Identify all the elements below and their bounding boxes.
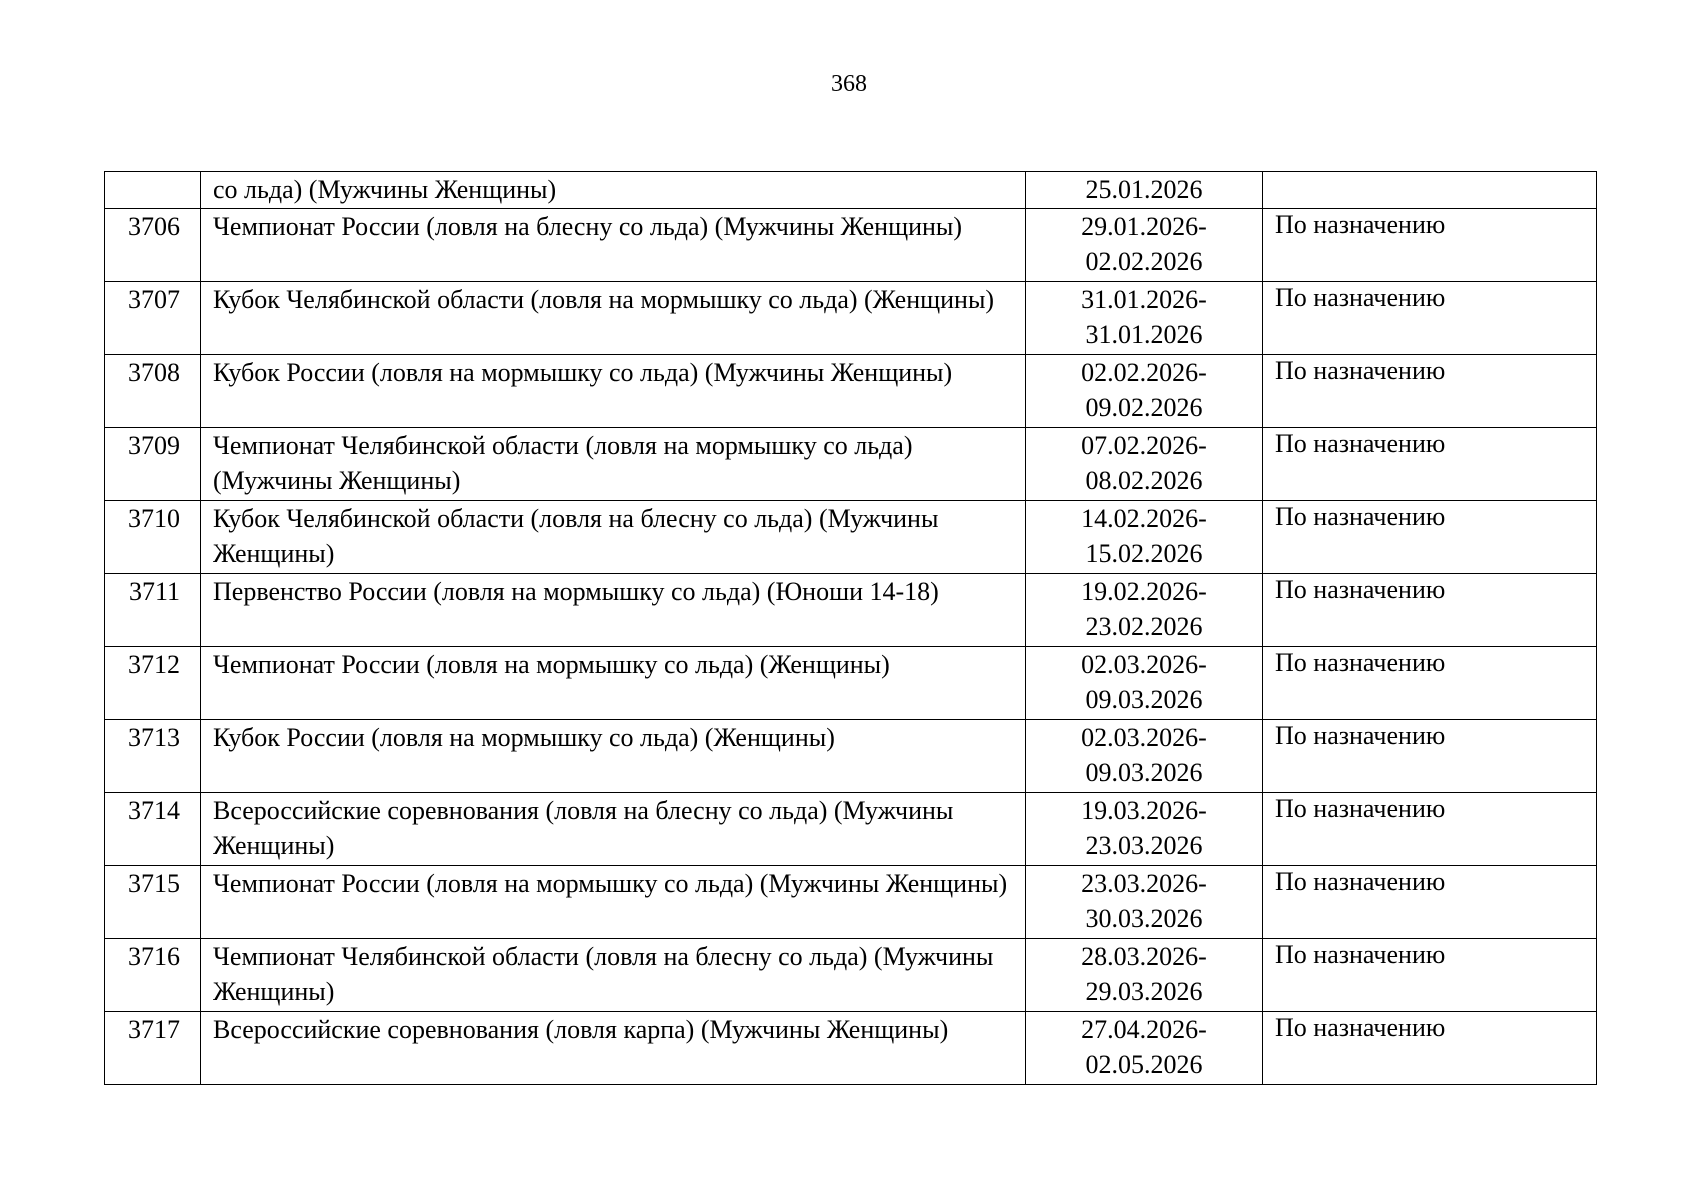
event-date-cell xyxy=(1026,647,1263,720)
table-row xyxy=(105,355,1597,428)
event-place-text: По назначению xyxy=(1275,502,1446,531)
event-place-text: По назначению xyxy=(1275,575,1446,604)
events-table-body xyxy=(105,172,1597,1085)
event-date-cell xyxy=(1026,501,1263,574)
event-date-end: 23.02.2026 xyxy=(1085,612,1203,641)
event-name-cell: Чемпионат России (ловля на мормышку со льда) (Женщины) xyxy=(201,647,1026,720)
event-place-cell xyxy=(1263,172,1597,209)
event-date-end: 08.02.2026 xyxy=(1085,466,1203,495)
event-date-start: 07.02.2026- xyxy=(1081,431,1207,460)
event-date-start: 14.02.2026- xyxy=(1081,504,1207,533)
event-place-text: По назначению xyxy=(1275,940,1446,969)
event-number-cell: 3717 xyxy=(105,1012,201,1085)
event-place-text: По назначению xyxy=(1275,429,1446,458)
event-place-text: По назначению xyxy=(1275,283,1446,312)
table-row xyxy=(105,501,1597,574)
event-date-cell xyxy=(1026,209,1263,282)
event-number-cell xyxy=(105,172,201,209)
event-place-cell xyxy=(1263,1012,1597,1085)
event-number-cell: 3706 xyxy=(105,209,201,282)
event-number-cell: 3711 xyxy=(105,574,201,647)
event-name-cell: Кубок Челябинской области (ловля на мормышку со льда) (Женщины) xyxy=(201,282,1026,355)
event-name-cell: со льда) (Мужчины Женщины) xyxy=(201,172,1026,209)
event-date-start: 19.03.2026- xyxy=(1081,796,1207,825)
event-date-cell xyxy=(1026,939,1263,1012)
event-place-cell xyxy=(1263,282,1597,355)
event-date-cell xyxy=(1026,793,1263,866)
page-number: 368 xyxy=(831,71,867,97)
event-date-start: 02.03.2026- xyxy=(1081,723,1207,752)
event-place-text: По назначению xyxy=(1275,867,1446,896)
event-number-cell: 3710 xyxy=(105,501,201,574)
event-date-end: 02.05.2026 xyxy=(1085,1050,1203,1079)
event-place-cell xyxy=(1263,939,1597,1012)
event-date-start: 29.01.2026- xyxy=(1081,212,1207,241)
event-date-start: 02.02.2026- xyxy=(1081,358,1207,387)
event-date-end: 09.03.2026 xyxy=(1085,758,1203,787)
event-date-cell xyxy=(1026,282,1263,355)
event-number-cell: 3708 xyxy=(105,355,201,428)
event-name-cell: Кубок России (ловля на мормышку со льда) (Женщины) xyxy=(201,720,1026,793)
event-place-cell xyxy=(1263,355,1597,428)
table-row xyxy=(105,793,1597,866)
table-row xyxy=(105,1012,1597,1085)
event-number-cell: 3714 xyxy=(105,793,201,866)
event-date-start: 31.01.2026- xyxy=(1081,285,1207,314)
event-date-cell xyxy=(1026,866,1263,939)
event-number-cell: 3707 xyxy=(105,282,201,355)
event-number-cell: 3716 xyxy=(105,939,201,1012)
event-place-text: По назначению xyxy=(1275,1013,1446,1042)
event-place-text: По назначению xyxy=(1275,648,1446,677)
table-row xyxy=(105,574,1597,647)
event-place-text: По назначению xyxy=(1275,356,1446,385)
event-place-cell xyxy=(1263,866,1597,939)
event-place-cell xyxy=(1263,647,1597,720)
event-date-cell xyxy=(1026,574,1263,647)
event-name-cell: Чемпионат России (ловля на мормышку со льда) (Мужчины Женщины) xyxy=(201,866,1026,939)
event-place-cell xyxy=(1263,793,1597,866)
event-date-start: 19.02.2026- xyxy=(1081,577,1207,606)
event-number-cell: 3709 xyxy=(105,428,201,501)
event-date-start: 28.03.2026- xyxy=(1081,942,1207,971)
event-date-end: 30.03.2026 xyxy=(1085,904,1203,933)
event-date-cell xyxy=(1026,428,1263,501)
event-name-cell: Кубок России (ловля на мормышку со льда) (Мужчины Женщины) xyxy=(201,355,1026,428)
event-date-cell xyxy=(1026,355,1263,428)
table-row xyxy=(105,428,1597,501)
event-place-cell xyxy=(1263,501,1597,574)
event-place-text: По назначению xyxy=(1275,794,1446,823)
event-place-cell xyxy=(1263,720,1597,793)
event-date-end: 02.02.2026 xyxy=(1085,247,1203,276)
event-date-start: 27.04.2026- xyxy=(1081,1015,1207,1044)
table-row-continuation xyxy=(105,172,1597,209)
event-name-cell: Кубок Челябинской области (ловля на блесну со льда) (Мужчины Женщины) xyxy=(201,501,1026,574)
table-row xyxy=(105,720,1597,793)
event-name-cell: Чемпионат Челябинской области (ловля на блесну со льда) (Мужчины Женщины) xyxy=(201,939,1026,1012)
event-number-cell: 3712 xyxy=(105,647,201,720)
table-row xyxy=(105,647,1597,720)
event-name-cell: Всероссийские соревнования (ловля карпа) (Мужчины Женщины) xyxy=(201,1012,1026,1085)
event-date-end: 31.01.2026 xyxy=(1085,320,1203,349)
event-date-end: 23.03.2026 xyxy=(1085,831,1203,860)
table-row xyxy=(105,866,1597,939)
event-place-cell xyxy=(1263,428,1597,501)
event-name-cell: Первенство России (ловля на мормышку со льда) (Юноши 14-18) xyxy=(201,574,1026,647)
event-date-end: 29.03.2026 xyxy=(1085,977,1203,1006)
table-row xyxy=(105,209,1597,282)
event-name-cell: Всероссийские соревнования (ловля на блесну со льда) (Мужчины Женщины) xyxy=(201,793,1026,866)
event-place-text: По назначению xyxy=(1275,210,1446,239)
table-row xyxy=(105,282,1597,355)
table-row xyxy=(105,939,1597,1012)
event-date-end: 09.02.2026 xyxy=(1085,393,1203,422)
event-name-cell: Чемпионат Челябинской области (ловля на мормышку со льда) (Мужчины Женщины) xyxy=(201,428,1026,501)
event-date-start: 02.03.2026- xyxy=(1081,650,1207,679)
event-place-cell xyxy=(1263,209,1597,282)
event-number-cell: 3713 xyxy=(105,720,201,793)
event-number-cell: 3715 xyxy=(105,866,201,939)
event-date-start: 23.03.2026- xyxy=(1081,869,1207,898)
event-date-cell xyxy=(1026,720,1263,793)
event-name-cell: Чемпионат России (ловля на блесну со льда) (Мужчины Женщины) xyxy=(201,209,1026,282)
event-place-text: По назначению xyxy=(1275,721,1446,750)
event-date-end: 15.02.2026 xyxy=(1085,539,1203,568)
event-date-cell: 25.01.2026 xyxy=(1026,172,1263,209)
events-table xyxy=(104,171,1597,1085)
event-date-end: 09.03.2026 xyxy=(1085,685,1203,714)
event-date-cell xyxy=(1026,1012,1263,1085)
event-place-cell xyxy=(1263,574,1597,647)
